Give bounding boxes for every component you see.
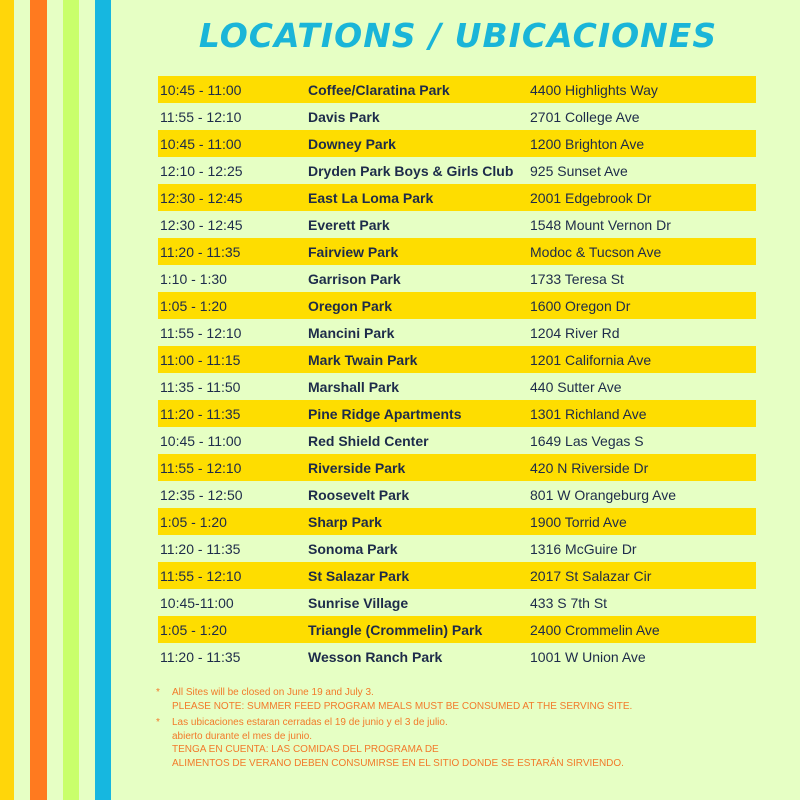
location-name: Everett Park (308, 216, 390, 233)
location-time: 10:45 - 11:00 (160, 135, 242, 152)
location-time: 11:55 - 12:10 (160, 324, 242, 341)
location-address: Modoc & Tucson Ave (530, 243, 662, 260)
asterisk-icon: * (156, 687, 160, 698)
location-time: 12:35 - 12:50 (160, 486, 243, 503)
location-name: Coffee/Claratina Park (308, 81, 450, 98)
location-name: Pine Ridge Apartments (308, 405, 462, 422)
footnote-line: All Sites will be closed on June 19 and July 3. (172, 687, 374, 698)
location-name: Marshall Park (308, 378, 400, 395)
location-time: 11:20 - 11:35 (160, 540, 241, 557)
location-address: 1301 Richland Ave (530, 405, 647, 422)
location-row (158, 157, 756, 184)
location-row (158, 481, 756, 508)
location-row (158, 265, 756, 292)
location-row (158, 643, 756, 670)
location-address: 925 Sunset Ave (530, 162, 628, 179)
location-time: 12:10 - 12:25 (160, 162, 243, 179)
location-name: Oregon Park (308, 297, 393, 314)
location-address: 801 W Orangeburg Ave (530, 486, 677, 503)
location-row (158, 103, 756, 130)
location-address: 1600 Oregon Dr (530, 297, 631, 314)
location-row (158, 616, 756, 643)
location-row (158, 562, 756, 589)
footnote-line: TENGA EN CUENTA: LAS COMIDAS DEL PROGRAMA DE (172, 744, 439, 755)
location-row (158, 508, 756, 535)
location-time: 12:30 - 12:45 (160, 216, 243, 233)
location-row (158, 238, 756, 265)
location-name: Davis Park (308, 108, 380, 125)
location-address: 1900 Torrid Ave (530, 513, 627, 530)
location-name: Downey Park (308, 135, 396, 152)
location-name: Dryden Park Boys & Girls Club (308, 162, 514, 179)
location-time: 11:55 - 12:10 (160, 459, 242, 476)
location-row (158, 400, 756, 427)
location-name: St Salazar Park (308, 567, 410, 584)
location-name: Riverside Park (308, 459, 406, 476)
location-name: Triangle (Crommelin) Park (308, 621, 483, 638)
location-time: 1:10 - 1:30 (160, 270, 227, 287)
footnote (156, 686, 776, 713)
location-time: 11:55 - 12:10 (160, 108, 242, 125)
location-address: 1001 W Union Ave (530, 648, 646, 665)
location-time: 11:20 - 11:35 (160, 243, 241, 260)
location-name: Mancini Park (308, 324, 395, 341)
location-address: 4400 Highlights Way (530, 81, 658, 98)
location-row (158, 184, 756, 211)
location-row (158, 346, 756, 373)
location-time: 11:20 - 11:35 (160, 648, 241, 665)
location-address: 1649 Las Vegas S (530, 432, 644, 449)
location-time: 10:45 - 11:00 (160, 81, 242, 98)
location-row (158, 427, 756, 454)
location-address: 1201 California Ave (530, 351, 652, 368)
location-name: Sharp Park (308, 513, 382, 530)
location-address: 1204 River Rd (530, 324, 620, 341)
page-title: LOCATIONS / UBICACIONES (198, 16, 718, 55)
location-time: 11:20 - 11:35 (160, 405, 241, 422)
location-name: Sunrise Village (308, 594, 409, 611)
location-address: 1316 McGuire Dr (530, 540, 637, 557)
location-address: 2017 St Salazar Cir (530, 567, 652, 584)
stripe-orange (30, 0, 47, 800)
location-time: 11:00 - 11:15 (160, 351, 241, 368)
stripe-lime (63, 0, 79, 800)
location-row (158, 535, 756, 562)
location-row (158, 319, 756, 346)
location-address: 420 N Riverside Dr (530, 459, 649, 476)
location-address: 1200 Brighton Ave (530, 135, 645, 152)
location-row (158, 76, 756, 103)
location-address: 1733 Teresa St (530, 270, 624, 287)
stripe-yellow (0, 0, 14, 800)
location-name: Mark Twain Park (308, 351, 418, 368)
location-address: 2701 College Ave (530, 108, 640, 125)
location-time: 1:05 - 1:20 (160, 513, 227, 530)
location-address: 2001 Edgebrook Dr (530, 189, 652, 206)
location-row (158, 589, 756, 616)
footnote-line: Las ubicaciones estaran cerradas el 19 de junio y el 3 de julio. (172, 717, 448, 728)
location-name: Wesson Ranch Park (308, 648, 443, 665)
location-time: 11:55 - 12:10 (160, 567, 242, 584)
location-time: 1:05 - 1:20 (160, 621, 227, 638)
location-row (158, 130, 756, 157)
location-time: 1:05 - 1:20 (160, 297, 227, 314)
location-name: Garrison Park (308, 270, 401, 287)
location-name: Roosevelt Park (308, 486, 410, 503)
footnote (156, 716, 776, 770)
location-time: 10:45 - 11:00 (160, 432, 242, 449)
footnotes (156, 686, 776, 770)
footnote-line: ALIMENTOS DE VERANO DEBEN CONSUMIRSE EN EL SITIO DONDE SE ESTARÁN SIRVIENDO. (172, 757, 624, 769)
location-address: 440 Sutter Ave (530, 378, 622, 395)
location-time: 11:35 - 11:50 (160, 378, 241, 395)
location-address: 2400 Crommelin Ave (530, 621, 660, 638)
footnote-line: PLEASE NOTE: SUMMER FEED PROGRAM MEALS MUST BE CONSUMED AT THE SERVING SITE. (172, 700, 633, 712)
location-row (158, 292, 756, 319)
locations-table (158, 76, 756, 670)
location-row (158, 373, 756, 400)
stripe-blue (95, 0, 111, 800)
location-row (158, 211, 756, 238)
location-name: Red Shield Center (308, 432, 429, 449)
location-name: Sonoma Park (308, 540, 398, 557)
location-time: 12:30 - 12:45 (160, 189, 243, 206)
location-row (158, 454, 756, 481)
footnote-line: abierto durante el mes de junio. (172, 730, 313, 742)
location-address: 433 S 7th St (530, 594, 608, 611)
decorative-stripes (0, 0, 112, 800)
location-name: Fairview Park (308, 243, 399, 260)
location-name: East La Loma Park (308, 189, 434, 206)
asterisk-icon: * (156, 717, 160, 728)
location-address: 1548 Mount Vernon Dr (530, 216, 671, 233)
location-time: 10:45-11:00 (160, 594, 234, 611)
